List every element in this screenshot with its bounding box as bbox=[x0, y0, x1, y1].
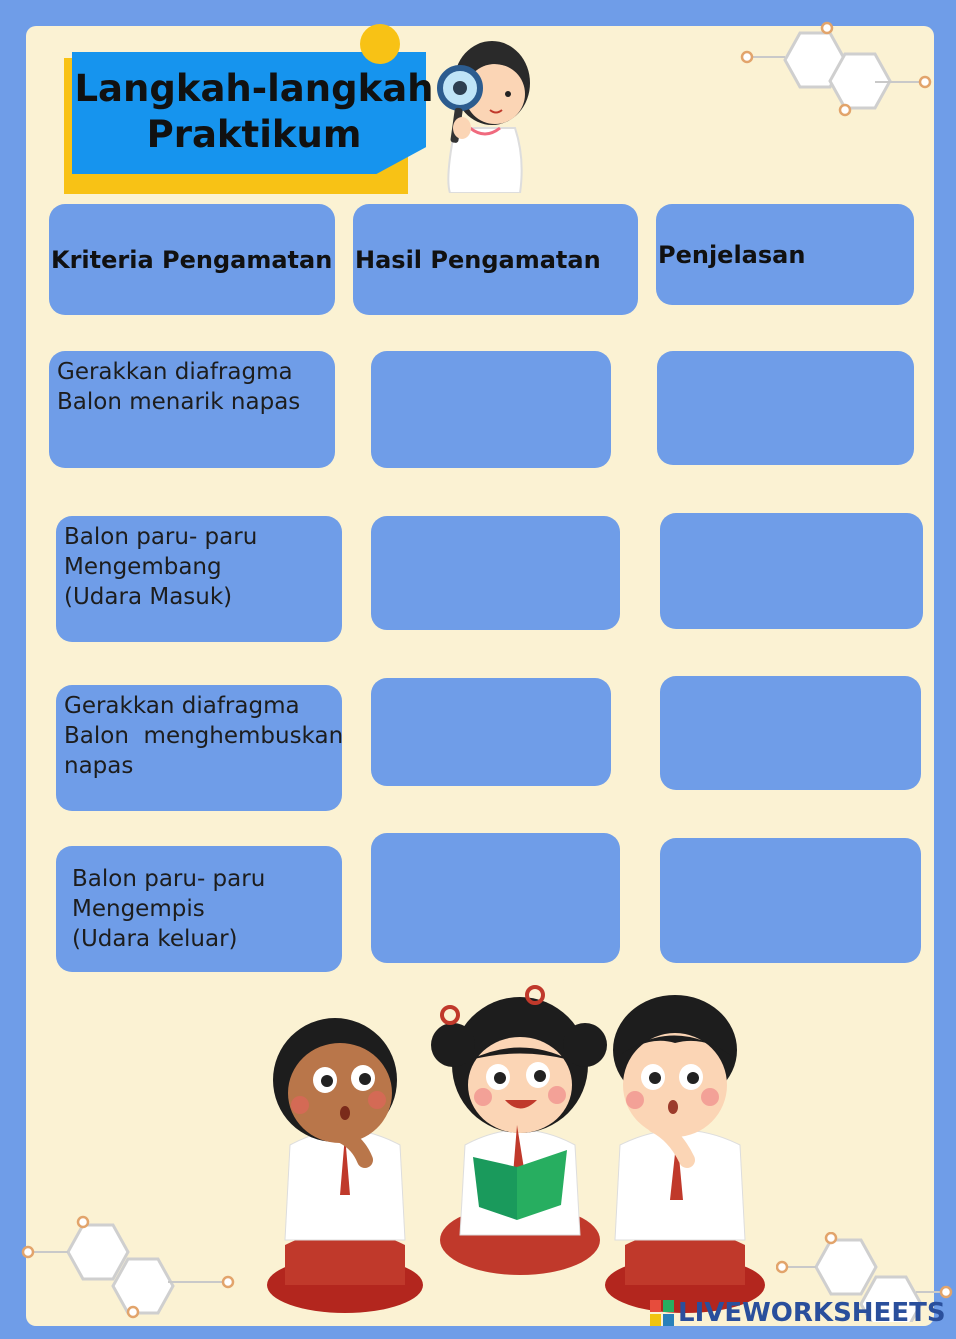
explanation-input-3[interactable] bbox=[660, 676, 921, 790]
girl-with-magnifier-icon bbox=[420, 28, 535, 193]
criteria-cell-2: Balon paru- paru Mengembang (Udara Masuk) bbox=[56, 516, 342, 642]
result-input-4[interactable] bbox=[371, 833, 620, 963]
sun-dot-icon bbox=[360, 24, 400, 64]
header-hasil-pengamatan: Hasil Pengamatan bbox=[353, 204, 638, 315]
liveworksheets-mark-icon bbox=[650, 1300, 674, 1326]
molecule-hexagon-icon bbox=[735, 20, 935, 120]
title-line-2: Praktikum bbox=[146, 113, 362, 156]
three-students-reading-icon bbox=[255, 985, 775, 1320]
criteria-cell-1: Gerakkan diafragma Balon menarik napas bbox=[49, 351, 335, 468]
explanation-input-4[interactable] bbox=[660, 838, 921, 963]
explanation-input-2[interactable] bbox=[660, 513, 923, 629]
title-line-1: Langkah-langkah bbox=[74, 67, 434, 110]
page-title bbox=[72, 66, 436, 158]
criteria-cell-4: Balon paru- paru Mengempis (Udara keluar) bbox=[56, 846, 342, 972]
result-input-2[interactable] bbox=[371, 516, 620, 630]
criteria-cell-3: Gerakkan diafragma Balon menghembuskan napas bbox=[56, 685, 342, 811]
header-penjelasan: Penjelasan bbox=[656, 204, 914, 305]
molecule-hexagon-icon bbox=[18, 1212, 238, 1322]
result-input-1[interactable] bbox=[371, 351, 611, 468]
liveworksheets-logo bbox=[650, 1298, 946, 1328]
result-input-3[interactable] bbox=[371, 678, 611, 786]
explanation-input-1[interactable] bbox=[657, 351, 914, 465]
liveworksheets-brand-text: LIVEWORKSHEETS bbox=[678, 1298, 946, 1328]
header-kriteria-pengamatan: Kriteria Pengamatan bbox=[49, 204, 335, 315]
